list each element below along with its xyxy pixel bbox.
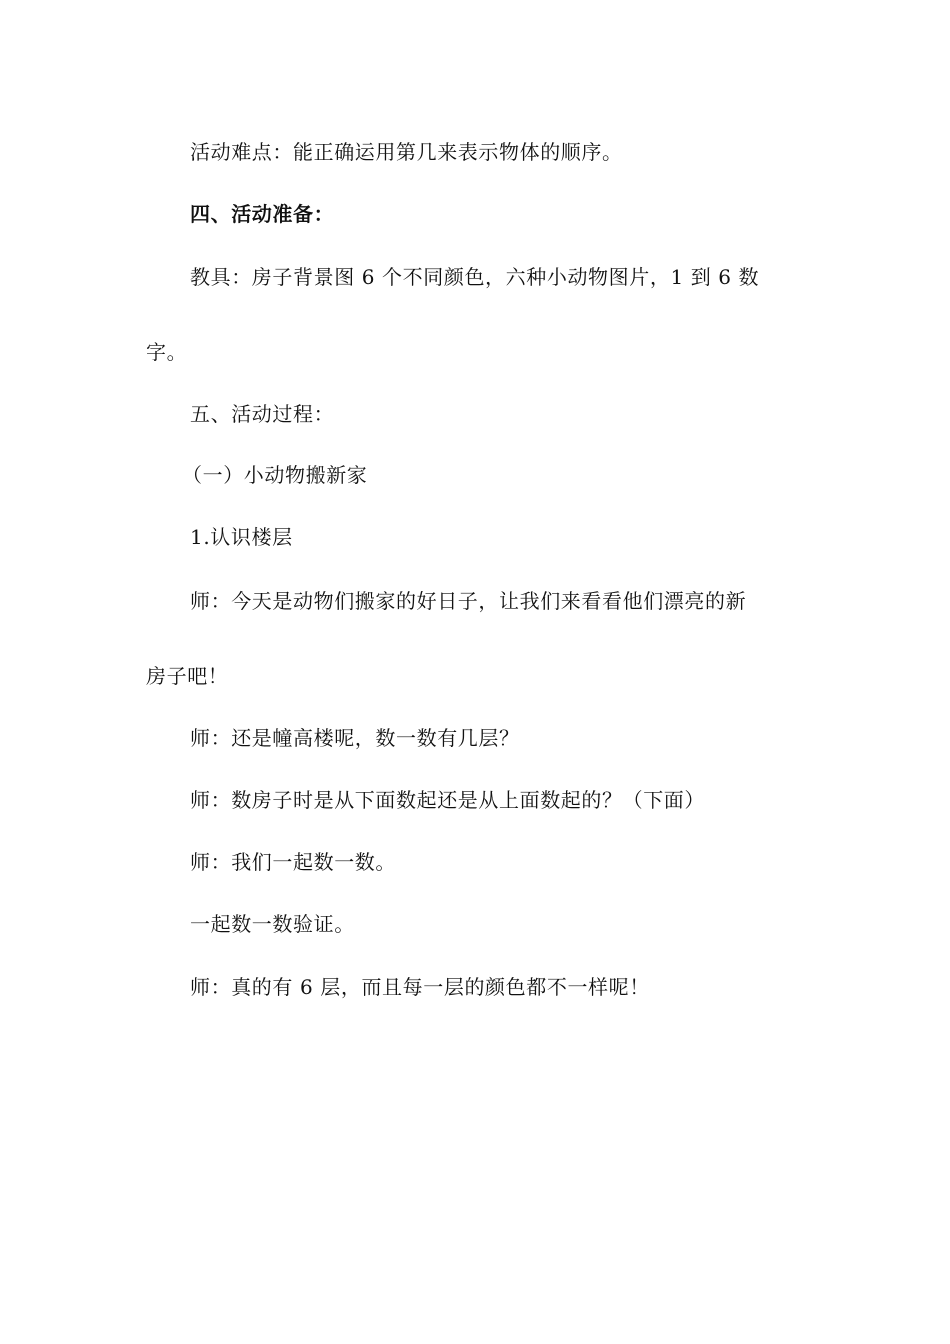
paragraph-materials-continued: 字。 — [146, 340, 188, 364]
paragraph-teacher-2: 师：还是幢高楼呢，数一数有几层？ — [190, 726, 520, 750]
paragraph-materials: 教具：房子背景图 6 个不同颜色，六种小动物图片，1 到 6 数 — [190, 265, 760, 289]
heading-process: 五、活动过程： — [190, 402, 335, 426]
subheading-floors: 1.认识楼层 — [190, 525, 293, 549]
subheading-moving-house: （一）小动物搬新家 — [182, 463, 368, 487]
heading-preparation: 四、活动准备： — [190, 202, 335, 226]
paragraph-teacher-1-continued: 房子吧！ — [146, 664, 229, 688]
paragraph-teacher-1: 师：今天是动物们搬家的好日子，让我们来看看他们漂亮的新 — [190, 589, 747, 613]
paragraph-difficulty: 活动难点：能正确运用第几来表示物体的顺序。 — [190, 140, 623, 164]
paragraph-teacher-4: 师：我们一起数一数。 — [190, 850, 396, 874]
paragraph-teacher-5: 师：真的有 6 层，而且每一层的颜色都不一样呢！ — [190, 975, 650, 999]
paragraph-verify: 一起数一数验证。 — [190, 912, 355, 936]
paragraph-teacher-3: 师：数房子时是从下面数起还是从上面数起的？（下面） — [190, 788, 705, 812]
